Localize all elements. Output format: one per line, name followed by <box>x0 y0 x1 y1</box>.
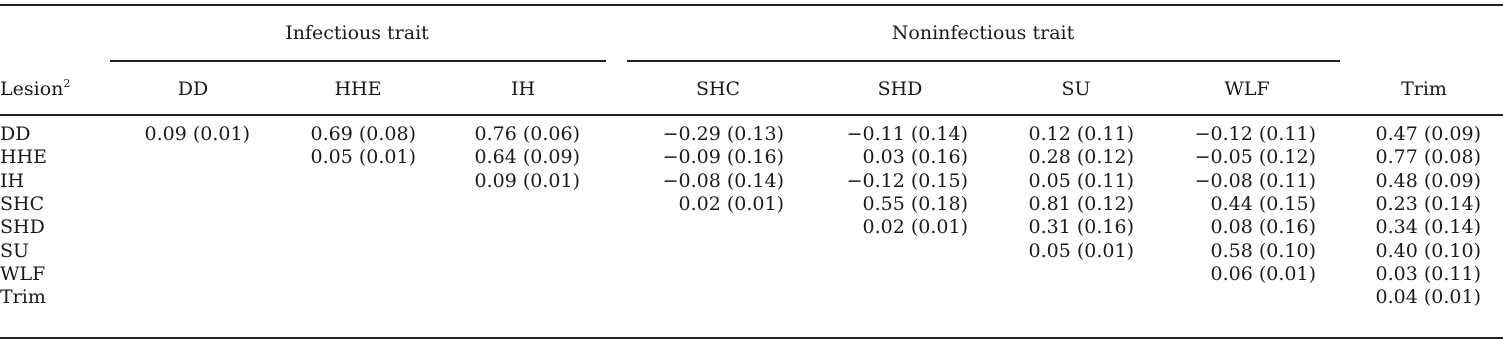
cell-dd: 0.09 (0.01) <box>144 123 250 145</box>
cell-trim: 0.34 (0.14) <box>1375 216 1481 238</box>
cell-shd: −0.11 (0.14) <box>846 123 968 145</box>
cell-shd: 0.03 (0.16) <box>862 146 968 168</box>
cell-shd: −0.12 (0.15) <box>846 170 968 192</box>
row-label: SHD <box>0 216 45 238</box>
cell-hhe: 0.05 (0.01) <box>310 146 416 168</box>
infectious-group-rule <box>110 60 606 62</box>
header-bottom-rule <box>0 114 1503 116</box>
cell-ih: 0.09 (0.01) <box>474 170 580 192</box>
column-header-wlf: WLF <box>1224 78 1270 100</box>
bottom-rule <box>0 337 1503 339</box>
cell-trim: 0.23 (0.14) <box>1375 193 1481 215</box>
cell-trim: 0.04 (0.01) <box>1375 286 1481 308</box>
cell-trim: 0.77 (0.08) <box>1375 146 1481 168</box>
cell-wlf: 0.08 (0.16) <box>1210 216 1316 238</box>
column-header-shd: SHD <box>877 78 923 100</box>
cell-su: 0.05 (0.01) <box>1028 240 1134 262</box>
noninfectious-group-rule <box>627 60 1340 62</box>
cell-su: 0.31 (0.16) <box>1028 216 1134 238</box>
cell-shd: 0.55 (0.18) <box>862 193 968 215</box>
cell-su: 0.28 (0.12) <box>1028 146 1134 168</box>
row-label: WLF <box>0 263 46 285</box>
cell-shc: −0.08 (0.14) <box>662 170 784 192</box>
column-header-hhe: HHE <box>334 78 382 100</box>
row-label: SU <box>0 240 30 262</box>
cell-trim: 0.03 (0.11) <box>1375 263 1481 285</box>
row-label: IH <box>0 170 25 192</box>
cell-hhe: 0.69 (0.08) <box>310 123 416 145</box>
noninfectious-trait-header: Noninfectious trait <box>891 22 1075 44</box>
top-rule <box>0 4 1503 6</box>
column-header-su: SU <box>1061 78 1091 100</box>
cell-trim: 0.40 (0.10) <box>1375 240 1481 262</box>
cell-su: 0.05 (0.11) <box>1028 170 1134 192</box>
lesion-header-superscript: 2 <box>63 77 71 90</box>
row-label: HHE <box>0 146 48 168</box>
cell-su: 0.12 (0.11) <box>1028 123 1134 145</box>
cell-wlf: 0.58 (0.10) <box>1210 240 1316 262</box>
cell-trim: 0.48 (0.09) <box>1375 170 1481 192</box>
cell-wlf: −0.08 (0.11) <box>1194 170 1316 192</box>
cell-su: 0.81 (0.12) <box>1028 193 1134 215</box>
cell-shc: 0.02 (0.01) <box>678 193 784 215</box>
row-label: SHC <box>0 193 45 215</box>
cell-ih: 0.76 (0.06) <box>474 123 580 145</box>
cell-wlf: 0.44 (0.15) <box>1210 193 1316 215</box>
infectious-trait-header: Infectious trait <box>285 22 429 44</box>
cell-wlf: −0.12 (0.11) <box>1194 123 1316 145</box>
column-header-dd: DD <box>177 78 209 100</box>
row-label: Trim <box>0 286 46 308</box>
cell-wlf: 0.06 (0.01) <box>1210 263 1316 285</box>
cell-wlf: −0.05 (0.12) <box>1194 146 1316 168</box>
lesion-header <box>0 78 70 100</box>
cell-shc: −0.09 (0.16) <box>662 146 784 168</box>
cell-ih: 0.64 (0.09) <box>474 146 580 168</box>
lesion-header-label: Lesion <box>0 78 64 100</box>
column-header-ih: IH <box>510 78 536 100</box>
cell-shc: −0.29 (0.13) <box>662 123 784 145</box>
cell-shd: 0.02 (0.01) <box>862 216 968 238</box>
column-header-shc: SHC <box>695 78 741 100</box>
column-header-trim: Trim <box>1401 78 1447 100</box>
cell-trim: 0.47 (0.09) <box>1375 123 1481 145</box>
row-label: DD <box>0 123 31 145</box>
